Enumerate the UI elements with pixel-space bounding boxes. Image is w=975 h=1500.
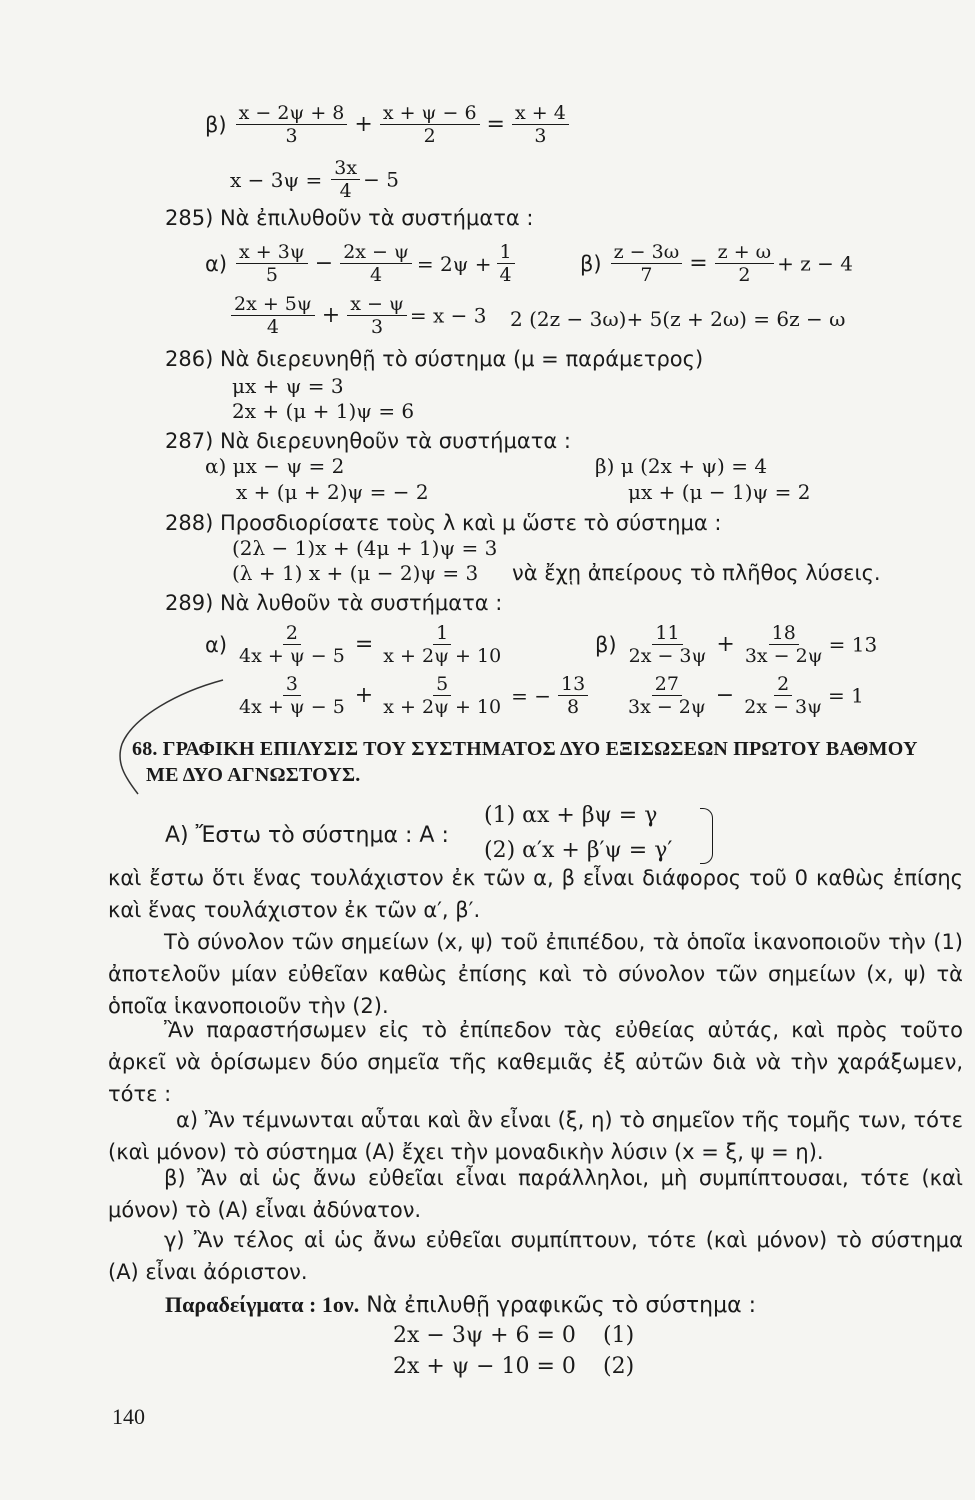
fraction: $\frac{2}{4x + \psi - 5}$: [239, 622, 345, 667]
top-eq-1: β) $\frac{x - 2\psi + 8}{3}$ + $\frac{x + \psi - 6}{2}$ = $\frac{x + 4}{3}$: [205, 102, 572, 147]
case-c: γ) Ἂν τέλος αἱ ὡς ἄνω εὐθεῖαι συμπίπτουν, τότε (καὶ μόνον) τὸ σύστημα (Α) εἶναι ἀόριστον.: [108, 1228, 963, 1284]
top-eq-2: x − 3ψ = $\frac{3x}{4}$ − 5: [230, 157, 399, 202]
fraction: $\frac{1}{x + 2\psi + 10}$: [383, 622, 502, 667]
exercise-288-condition: νὰ ἔχῃ ἀπείρους τὸ πλῆθος λύσεις.: [512, 561, 881, 585]
case-a: α) Ἂν τέμνωνται αὗται καὶ ἂν εἶναι (ξ, η) τὸ σημεῖον τῆς τομῆς των, τότε (καὶ μόνον) τὸ σύστημα (Α) ἔχει τὴν μοναδικὴν λύσιν (x = ξ, ψ = η).: [108, 1108, 963, 1164]
fraction: $\frac{2x - \psi}{4}$: [340, 241, 412, 286]
example-eq-2: 2x + ψ − 10 = 0: [393, 1354, 576, 1379]
fraction: $\frac{27}{3x - 2\psi}$: [628, 673, 706, 718]
exercise-289-a2: $\frac{3}{4x + \psi - 5}$ + $\frac{5}{x + 2\psi + 10}$ = − $\frac{13}{8}$: [233, 673, 591, 718]
paragraph-3: Ἂν παραστήσωμεν εἰς τὸ ἐπίπεδον τὰς εὐθείας αὐτάς, καὶ πρὸς τοῦτο ἀρκεῖ νὰ ὁρίσωμεν δύο σημεῖα τῆς καθεμιᾶς ἐξ αὐτῶν διὰ νὰ τὴν χαράξωμεν, τότε :: [108, 1018, 963, 1106]
example-eq-2-number: (2): [603, 1354, 635, 1379]
fraction: $\frac{3}{4x + \psi - 5}$: [239, 673, 345, 718]
section-heading: 68. ΓΡΑΦΙΚΗ ΕΠΙΛΥΣΙΣ ΤΟΥ ΣΥΣΤΗΜΑΤΟΣ ΔΥΟ ΕΞΙΣΩΣΕΩΝ ΠΡΩΤΟΥ ΒΑΘΜΟΥ: [132, 738, 918, 760]
fraction: $\frac{z - 3\omega}{7}$: [611, 241, 683, 286]
paragraph-1: καὶ ἔστω ὅτι ἕνας τουλάχιστον ἐκ τῶν α, β εἶναι διάφορος τοῦ 0 καθὼς ἐπίσης καὶ ἕνας τουλάχιστον ἐκ τῶν α′, β′.: [108, 866, 963, 922]
fraction: $\frac{x + \psi - 6}{2}$: [380, 102, 480, 147]
case-b: β) Ἂν αἱ ὡς ἄνω εὐθεῖαι εἶναι παράλληλοι, μὴ συμπίπτουσαι, τότε (καὶ μόνον) τὸ (Α) εἶναι ἀδύνατον.: [108, 1166, 963, 1222]
label: β): [205, 112, 227, 137]
fraction: $\frac{18}{3x - 2\psi}$: [744, 622, 823, 667]
exercise-289-b1: β) $\frac{11}{2x - 3\psi}$ + $\frac{18}{3x - 2\psi}$ = 13: [595, 622, 878, 667]
fraction: $\frac{x + 4}{3}$: [512, 102, 569, 147]
exercise-289-title: 289) Νὰ λυθοῦν τὰ συστήματα :: [165, 591, 503, 615]
exercise-287-title: 287) Νὰ διερευνηθοῦν τὰ συστήματα :: [165, 429, 571, 453]
exercise-287-a2: x + (μ + 2)ψ = − 2: [236, 480, 429, 504]
exercise-285-a2: $\frac{2x + 5\psi}{4}$ + $\frac{x - \psi}{3}$ = x − 3: [228, 293, 486, 338]
fraction: $\frac{5}{x + 2\psi + 10}$: [383, 673, 502, 718]
exercise-287-b2: μx + (μ − 1)ψ = 2: [628, 480, 811, 504]
exercise-288-eq2: (λ + 1) x + (μ − 2)ψ = 3: [232, 561, 479, 585]
fraction: $\frac{11}{2x - 3\psi}$: [628, 622, 707, 667]
examples-label: Παραδείγματα : 1ον.: [165, 1292, 360, 1317]
exercise-285-title: 285) Νὰ ἐπιλυθοῦν τὰ συστήματα :: [165, 206, 534, 230]
exercise-288-eq1: (2λ − 1)x + (4μ + 1)ψ = 3: [232, 536, 498, 560]
exercise-289-b2: $\frac{27}{3x - 2\psi}$ − $\frac{2}{2x - 3\psi}$ = 1: [622, 673, 864, 718]
exercise-287-a1: α) μx − ψ = 2: [205, 454, 345, 478]
exercise-286-eq1: μx + ψ = 3: [232, 374, 344, 398]
brace-icon: [700, 808, 713, 864]
page-number: 140: [112, 1404, 145, 1429]
exercise-285-b1: β) $\frac{z - 3\omega}{7}$ = $\frac{z + \omega}{2}$ + z − 4: [580, 241, 854, 286]
fraction: $\frac{x - 2\psi + 8}{3}$: [236, 102, 348, 147]
system-eq-1: (1) αx + βψ = γ: [484, 803, 658, 828]
system-eq-2: (2) α′x + β′ψ = γ′: [484, 838, 673, 863]
fraction: $\frac{2x + 5\psi}{4}$: [231, 293, 315, 338]
exercise-286-eq2: 2x + (μ + 1)ψ = 6: [232, 399, 415, 423]
fraction: $\frac{z + \omega}{2}$: [715, 241, 775, 286]
exercise-286-title: 286) Νὰ διερευνηθῇ τὸ σύστημα (μ = παράμετρος): [165, 347, 704, 371]
exercise-288-title: 288) Προσδιορίσατε τοὺς λ καὶ μ ὥστε τὸ σύστημα :: [165, 511, 722, 535]
exercise-285-a1: α) $\frac{x + 3\psi}{5}$ − $\frac{2x - \psi}{4}$ = 2ψ + $\frac{1}{4}$: [205, 241, 518, 286]
fraction: $\frac{3x}{4}$: [331, 157, 360, 202]
exercise-287-b1: β) μ (2x + ψ) = 4: [595, 454, 768, 478]
exercise-285-b2: 2 (2z − 3ω)+ 5(z + 2ω) = 6z − ω: [510, 307, 846, 331]
section-heading-cont: ΜΕ ΔΥΟ ΑΓΝΩΣΤΟΥΣ.: [146, 764, 361, 786]
examples-text: Νὰ ἐπιλυθῇ γραφικῶς τὸ σύστημα :: [366, 1293, 757, 1318]
fraction: $\frac{1}{4}$: [497, 241, 515, 286]
fraction: $\frac{x - \psi}{3}$: [347, 293, 407, 338]
fraction: $\frac{x + 3\psi}{5}$: [236, 241, 308, 286]
fraction: $\frac{2}{2x - 3\psi}$: [744, 673, 823, 718]
example-eq-1: 2x − 3ψ + 6 = 0: [393, 1323, 576, 1348]
paragraph-2: Τὸ σύνολον τῶν σημείων (x, ψ) τοῦ ἐπιπέδου, τὰ ὁποῖα ἱκανοποιοῦν τὴν (1) ἀποτελοῦν μίαν εὐθεῖαν καθὼς ἐπίσης καὶ τὸ σύνολον τῶν σημείων (x, ψ) τὰ ὁποῖα ἱκανοποιοῦν τὴν (2).: [108, 930, 963, 1018]
examples-line: [165, 1292, 756, 1319]
example-eq-1-number: (1): [603, 1323, 635, 1348]
fraction: $\frac{13}{8}$: [558, 673, 588, 718]
exercise-289-a1: α) $\frac{2}{4x + \psi - 5}$ = $\frac{1}{x + 2\psi + 10}$: [205, 622, 507, 667]
system-intro: Α) Ἔστω τὸ σύστημα : Α :: [165, 823, 449, 848]
